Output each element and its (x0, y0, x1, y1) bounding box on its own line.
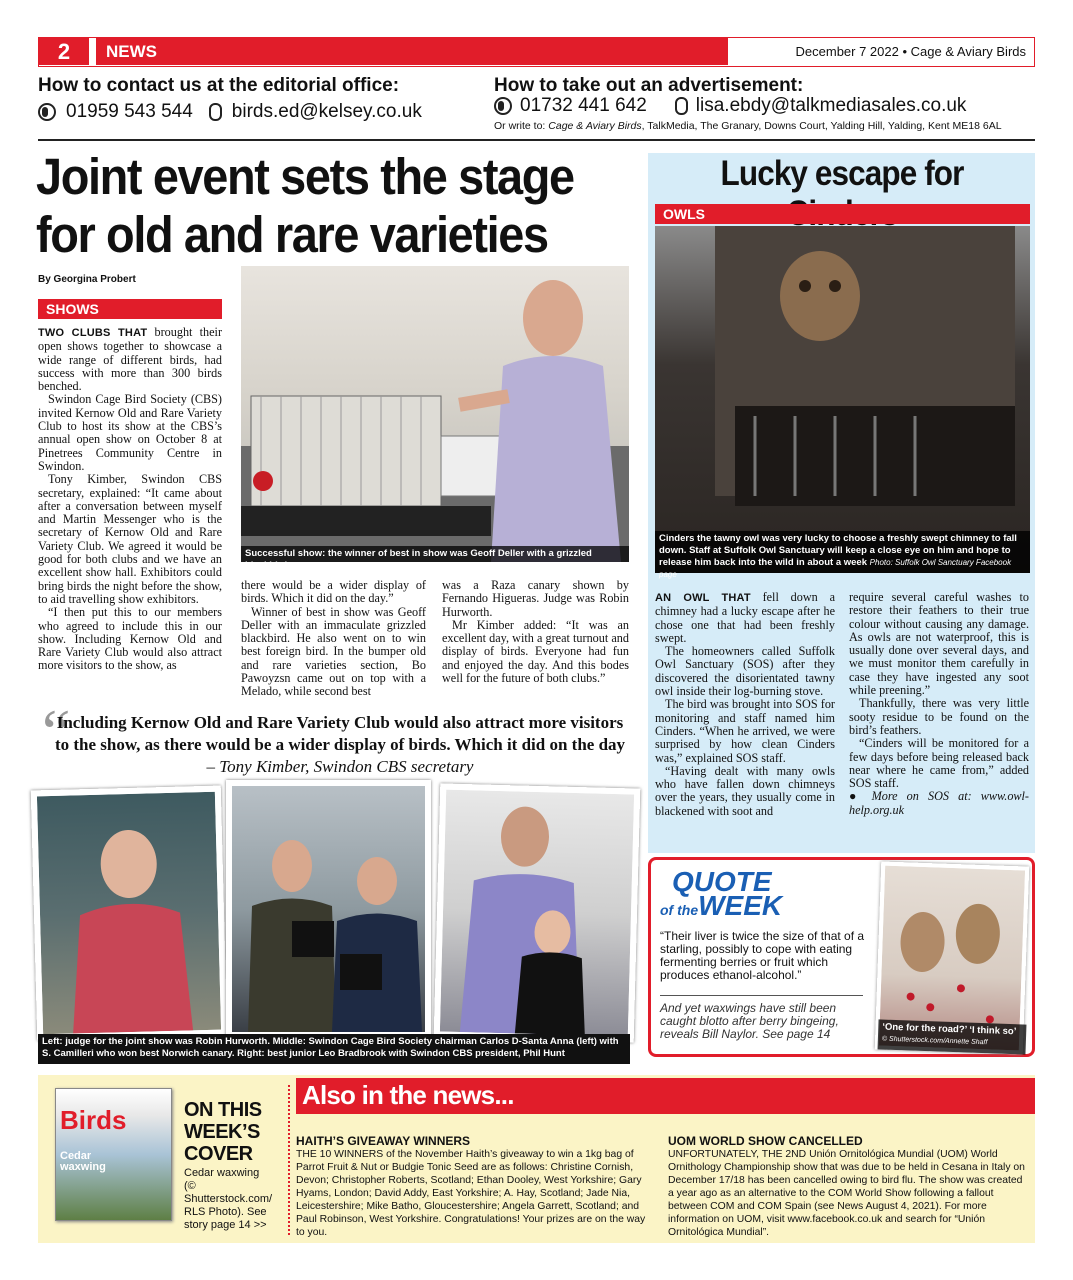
phone-icon (38, 103, 56, 121)
quote-text: “Their liver is twice the size of that of a starling, possibly to cope with eating fermenting berries or fruit which produces ethanol-alcohol.” (660, 929, 865, 982)
main-story-col2: there would be a wider display of birds. Which it did on the day.” Winner of best in show was Geoff Deller with an immaculate grizzled blackbird. He also went on to win best foreign bird. In the bumper old and rare varieties section, Bo Pawoyzsn came out on top with a Melado, while second best (241, 578, 426, 699)
advert-email[interactable]: lisa.ebdy@talkmediasales.co.uk (695, 95, 967, 116)
phone-icon (494, 97, 512, 115)
main-photo-caption: Successful show: the winner of best in show was Geoff Deller with a grizzled blackbird (241, 546, 629, 562)
header-bar (38, 37, 1035, 67)
owl-photo-caption: Cinders the tawny owl was very lucky to choose a freshly swept chimney to fall down. Staff at Suffolk Owl Sanctuary will keep a close eye on him and hope to release him back into the wild in about a week Photo: Suffolk Owl Sanctuary Facebook page (655, 531, 1030, 573)
robin-hurworth-photo (31, 786, 227, 1041)
sos-link[interactable]: More on SOS at: www.owl-help.org.uk (849, 789, 1029, 817)
haith-headline: HAITH’S GIVEAWAY WINNERS (296, 1134, 471, 1148)
mouse-icon (209, 103, 222, 121)
pullquote-mark: “ (42, 696, 71, 767)
bottom-photos-caption: Left: judge for the joint show was Robin Hurworth. Middle: Swindon Cage Bird Society chairman Carlos D-Santa Anna (left) with S. Camilleri who won best Norwich canary. Right: best junior Leo Bradbrook with Swindon CBS president, Phil Hunt (38, 1034, 630, 1064)
geoff-deller-photo (241, 266, 629, 562)
owl-in-stove-photo (655, 226, 1030, 573)
bullet-icon: ● (849, 789, 863, 804)
main-story-col1: TWO CLUBS THAT brought their open shows together to showcase a wide range of different birds, had success with more than 300 birds benched. Swindon Cage Bird Society (CBS) invited Kernow Old and Rare Variety Club to host its show at the CBS’s annual open show on October 8 at Pinetrees Community Centre in Swindon. Tony Kimber, Swindon CBS secretary, explained: “It came about after a conversation between myself and Martin Messenger who is the secretary of Kernow Old and Rare Variety Club. We agreed it would be good for both clubs and we have an excellent show hall. Exhibitors could bring birds the night before the show, to aid travelling show exhibitors. “I then put this to our members who agreed to include this in our show. Including Kernow Old and Rare Variety Club would also attract more visitors to the show, as (38, 325, 222, 673)
editorial-email[interactable]: birds.ed@kelsey.co.uk (231, 101, 422, 122)
advert-heading: How to take out an advertisement: (494, 75, 804, 96)
editorial-contact (38, 101, 422, 123)
issue-date: December 7 2022 • Cage & Aviary Birds (795, 44, 1026, 59)
show-cages-illustration (241, 266, 629, 562)
main-story-col3: was a Raza canary shown by Fernando Higueras. Judge was Robin Hurworth. Mr Kimber added: “It was an excellent day, with a great turnout and display of birds. Everyone had fun and enjoyed the day. And this bodes well for the future of both clubs.” (442, 578, 629, 686)
junior-winner-photo (434, 783, 641, 1042)
quote-divider (660, 995, 863, 996)
lead-words: TWO CLUBS THAT (38, 327, 148, 339)
uom-headline: UOM WORLD SHOW CANCELLED (668, 1134, 863, 1148)
cover-thumbnail (55, 1088, 172, 1221)
cinders-col2: require several careful washes to restore their feathers to their true colour without causing any damage. As owls are not waterproof, this is usually done over several days, and we must monitor them carefully in case they have ingested any soot while preening.” Thankfully, there was very little sooty residue to be found on the bird’s feathers. “Cinders will be monitored for a few days before being released back near where he came from,” added SOS staff. ● More on SOS at: www.owl-help.org.uk (849, 590, 1029, 817)
waxwing-caption: ‘One for the road?’ ‘I think so’ © Shutterstock.com/Annette Shaff (878, 1019, 1027, 1054)
editorial-phone[interactable]: 01959 543 544 (66, 101, 193, 122)
cover-line: Cedar waxwing (60, 1150, 106, 1173)
cover-title: ON THIS WEEK’S COVER (184, 1099, 262, 1165)
section-label: NEWS (96, 38, 728, 65)
cover-masthead: Birds (60, 1105, 127, 1135)
quote-note: And yet waxwings have still been caught blotto after berry bingeing, reveals Bill Naylor. See page 14 (660, 1001, 839, 1041)
pullquote: Including Kernow Old and Rare Variety Club would also attract more visitors to the show, as there would be a wider display of birds. Which it did on the day – Tony Kimber, Swindon CBS secretary (54, 713, 626, 776)
cinders-headline: Lucky escape for (720, 154, 964, 193)
quote-week-title: QUOTE of theWEEK (660, 866, 783, 921)
footer-divider (288, 1085, 290, 1235)
advert-phone[interactable]: 01732 441 642 (520, 95, 647, 116)
mouse-icon (675, 97, 688, 115)
shows-tag: SHOWS (38, 299, 222, 319)
editorial-heading: How to contact us at the editorial office: (38, 75, 400, 96)
chairman-photo (226, 780, 431, 1038)
owl-photo-credit: Photo: Suffolk Owl Sanctuary Facebook page (659, 558, 1012, 579)
main-headline: Joint event sets the stage for old and rare varieties (36, 148, 574, 263)
advert-contact (494, 95, 966, 117)
haith-body: THE 10 WINNERS of the November Haith’s giveaway to win a 1kg bag of Parrot Fruit & Nut or Budgie Tonic Seed are as follows: Christine Cornish, Devon; Christopher Roberts, Scotland; Ethan Dooley, West Yorkshire; Gary Hyams, London; David Addy, East Yorkshire; A. Hay, Scotland; Jade Nia, Leicestershire; Mike Batho, Gloucestershire; Angela Garrett, Scotland; and Paul Robinson, West Yorkshire. Congratulations! Your prizes are on the way to you. (296, 1149, 646, 1238)
write-address: Or write to: Cage & Aviary Birds, TalkMedia, The Granary, Downs Court, Yalding Hill, Yalding, Kent ME18 6AL (494, 120, 1002, 132)
cinders-col1: AN OWL THAT fell down a chimney had a lucky escape after he chose one that had been freshly swept. The homeowners called Suffolk Owl Sanctuary (SOS) after they discovered the disorientated tawny owl inside their log-burning stove. The bird was brought into SOS for monitoring and staff named him Cinders. “When he arrived, we were surprised by how clean Cinders was,” explained SOS staff. “Having dealt with many owls who have fallen down chimneys over the years, they usually come in blackened with soot and (655, 590, 835, 818)
uom-body: UNFORTUNATELY, THE 2ND Unión Ornitológica Mundial (UOM) World Ornithology Championship show that was due to be held in Cesana in Italy on December 17/18 has been cancelled owing to bird flu. The show was created a year ago as an alternative to the COM World Show following a fallout between COM and COM Spain (see News August 4, 2021). For more information on UOM, visit www.facebook.co.uk and search for “Unión Ornitológica Mundial”. (668, 1149, 1025, 1238)
owls-tag: OWLS (655, 204, 1030, 224)
also-news-banner: Also in the news... (296, 1078, 1035, 1114)
contact-rule (38, 139, 1035, 141)
byline: By Georgina Probert (38, 274, 136, 285)
page-number: 2 (39, 38, 89, 65)
cover-text: Cedar waxwing (© Shutterstock.com/ RLS Photo). See story page 14 >> (184, 1167, 273, 1231)
